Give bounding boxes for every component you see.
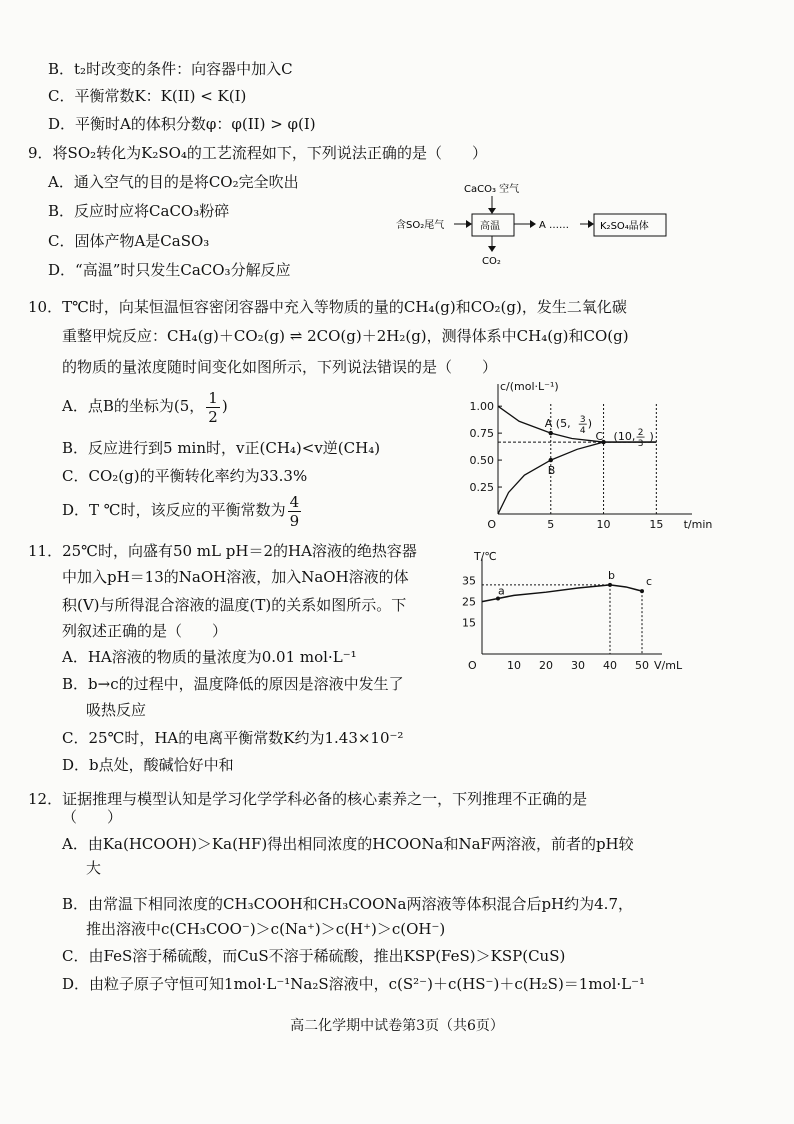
- c2-origin-label: O: [468, 659, 477, 672]
- c1-x-tick-label: 5: [547, 518, 555, 531]
- q12-option-b-cont: 推出溶液中c(CH₃COO⁻)＞c(Na⁺)＞c(H⁺)＞c(OH⁻): [86, 920, 446, 938]
- q8-option-b: B．t₂时改变的条件：向容器中加入C: [48, 60, 293, 78]
- q12-option-a-cont: 大: [86, 859, 102, 877]
- q11-option-b: B．b→c的过程中，温度降低的原因是溶液中发生了: [62, 675, 404, 693]
- q11-stem-2: 中加入pH＝13的NaOH溶液，加入NaOH溶液的体: [62, 568, 409, 586]
- flow-left-input: 含SO₂尾气: [396, 220, 445, 231]
- q10-option-d: D．T ℃时，该反应的平衡常数为 $\frac{4}{9}$: [62, 492, 300, 530]
- flow-mid-label: A ……: [539, 220, 570, 231]
- q10-concentration-time-chart: [456, 376, 713, 536]
- c1-label-A: A (5,: [544, 417, 571, 431]
- c2-point-c: [640, 589, 644, 593]
- c2-x-tick-label: 20: [539, 659, 553, 672]
- c1-label-C-frac-num: 2: [637, 428, 644, 439]
- c2-x-tick-label: 30: [571, 659, 585, 672]
- c2-point-b: [608, 583, 612, 587]
- q11-option-d: D．b点处，酸碱恰好中和: [62, 756, 234, 774]
- c1-y-tick-label: 0.25: [469, 481, 494, 495]
- c1-label-B: B: [547, 464, 556, 478]
- q11-option-b-cont: 吸热反应: [86, 701, 147, 719]
- c2-y-tick-label: 15: [462, 616, 476, 630]
- flow-top-input: CaCO₃ 空气: [464, 184, 520, 195]
- page-footer: 高二化学期中试卷第3页（共6页）: [290, 1018, 504, 1034]
- c2-x-tick-label: 40: [603, 659, 617, 672]
- c2-series-line-0: [482, 585, 642, 602]
- c1-point-A: [549, 431, 553, 435]
- q10-option-a: A．点B的坐标为(5， $\frac{1}{2}$ ): [62, 388, 228, 426]
- c1-y-tick-label: 0.50: [469, 454, 494, 468]
- q12-stem-2: （ ）: [62, 808, 123, 826]
- c2-label-c: c: [646, 575, 653, 589]
- q12-stem-1: 12．证据推理与模型认知是学习化学学科必备的核心素养之一，下列推理不正确的是: [28, 790, 588, 808]
- q12-option-b: B．由常温下相同浓度的CH₃COOH和CH₃COONa两溶液等体积混合后pH约为4.7，: [62, 895, 633, 913]
- q9-option-b: B．反应时应将CaCO₃粉碎: [48, 202, 230, 220]
- q9-option-c: C．固体产物A是CaSO₃: [48, 232, 210, 250]
- c1-origin-label: O: [487, 518, 496, 531]
- c1-label-A-frac-num: 3: [579, 415, 586, 426]
- flow-bottom-output: CO₂: [482, 256, 501, 267]
- q11-stem-4: 列叙述正确的是（ ）: [62, 622, 228, 640]
- q11-option-a: A．HA溶液的物质的量浓度为0.01 mol·L⁻¹: [62, 648, 357, 666]
- c2-label-a: a: [498, 584, 505, 598]
- q10-stem-2: 重整甲烷反应：CH₄(g)＋CO₂(g) ⇌ 2CO(g)＋2H₂(g)，测得体系中CH₄(g)和CO(g): [62, 327, 629, 345]
- c1-x-tick-label: 10: [596, 518, 611, 531]
- c2-y-tick-label: 25: [462, 595, 476, 609]
- c1-label-C-close: ): [649, 430, 654, 444]
- c2-x-axis-label: V/mL: [654, 659, 683, 672]
- c2-x-tick-label: 10: [507, 659, 521, 672]
- q8-option-c: C．平衡常数K：K(II) < K(I): [48, 87, 247, 105]
- c2-y-axis-label: T/℃: [474, 550, 497, 563]
- c1-label-A-frac-den: 4: [579, 426, 586, 437]
- q12-option-c: C．由FeS溶于稀硫酸，而CuS不溶于稀硫酸，推出KSP(FeS)＞KSP(CuS): [62, 947, 566, 965]
- q12-option-d: D．由粒子原子守恒可知1mol·L⁻¹Na₂S溶液中，c(S²⁻)＋c(HS⁻)＋c(H₂S)＝1mol·L⁻¹: [62, 975, 646, 993]
- c1-series-line-1: [498, 442, 656, 514]
- q9-stem: 9．将SO₂转化为K₂SO₄的工艺流程如下，下列说法正确的是（ ）: [28, 144, 487, 162]
- q9-option-a: A．通入空气的目的是将CO₂完全吹出: [48, 173, 299, 191]
- q9-option-d: D．“高温”时只发生CaCO₃分解反应: [48, 261, 291, 279]
- c1-y-tick-label: 0.75: [469, 427, 494, 441]
- q10-option-b: B．反应进行到5 min时，v正(CH₄)<v逆(CH₄): [62, 439, 381, 457]
- q10-stem-1: 10．T℃时，向某恒温恒容密闭容器中充入等物质的量的CH₄(g)和CO₂(g)，发生二氧化碳: [28, 298, 627, 316]
- c1-y-axis-label: c/(mol·L⁻¹): [500, 380, 559, 393]
- flow-box1-label: 高温: [480, 221, 500, 232]
- c1-point-B: [549, 458, 553, 462]
- q11-stem-3: 积(V)与所得混合溶液的温度(T)的关系如图所示。下: [62, 596, 407, 614]
- q11-stem-1: 11．25℃时，向盛有50 mL pH＝2的HA溶液的绝热容器: [28, 542, 417, 560]
- q8-option-d: D．平衡时A的体积分数φ：φ(II) > φ(I): [48, 115, 316, 133]
- c1-x-axis-label: t/min: [683, 518, 713, 531]
- q11-temperature-volume-chart: [450, 548, 700, 674]
- c1-label-C: C: [595, 430, 604, 444]
- flow-box2-label: K₂SO₄晶体: [600, 221, 649, 232]
- q9-flow-diagram: [396, 176, 676, 266]
- c2-label-b: b: [608, 568, 615, 582]
- c1-label-A-close: ): [587, 417, 593, 431]
- q11-option-c: C．25℃时，HA的电离平衡常数K约为1.43×10⁻²: [62, 729, 404, 747]
- c1-y-tick-label: 1.00: [469, 400, 494, 414]
- c2-y-tick-label: 35: [462, 574, 476, 588]
- q10-option-c: C．CO₂(g)的平衡转化率约为33.3%: [62, 467, 308, 485]
- q10-stem-3: 的物质的量浓度随时间变化如图所示，下列说法错误的是（ ）: [62, 358, 498, 376]
- c2-x-tick-label: 50: [635, 659, 649, 672]
- c1-x-tick-label: 15: [649, 518, 664, 531]
- q12-option-a: A．由Ka(HCOOH)＞Ka(HF)得出相同浓度的HCOONa和NaF两溶液，前者的pH较: [62, 835, 634, 853]
- c1-label-C-frac-den: 3: [637, 439, 644, 450]
- c1-label-C-coord: (10,: [613, 430, 636, 444]
